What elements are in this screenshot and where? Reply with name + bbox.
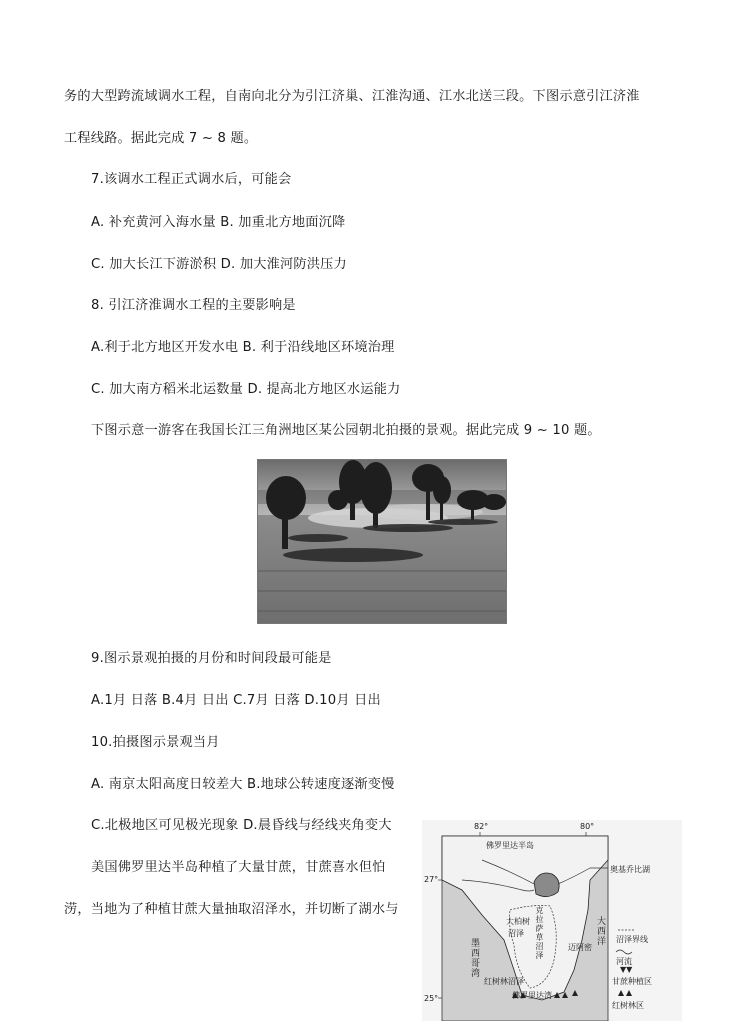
paragraph-line: 务的大型跨流域调水工程，自南向北分为引江济巢、江淮沟通、江水北送三段。下图示意引江济淮 — [64, 89, 640, 104]
park-photo-graphic — [258, 460, 506, 623]
question-10-option: A. 南京太阳高度日较差大 B.地球公转速度逐渐变慢 — [91, 777, 395, 792]
map-label-mangrove-swamp: 红树林沼泽 — [484, 977, 524, 986]
map-label-big-cypress: 大柏树 — [506, 917, 530, 926]
paragraph-line: 美国佛罗里达半岛种植了大量甘蔗，甘蔗喜水但怕 — [91, 860, 386, 875]
question-7-option: C. 加大长江下游淤积 D. 加大淮河防洪压力 — [91, 257, 347, 272]
map-longitude-80: 80° — [580, 822, 595, 831]
map-label-lake: 奥基乔比湖 — [610, 865, 650, 874]
legend-mangrove: 红树林区 — [612, 1001, 644, 1010]
legend-swamp-boundary: 沼泽界线 — [616, 935, 648, 944]
svg-text:▼▼: ▼▼ — [620, 965, 633, 974]
map-label-peninsula: 佛罗里达半岛 — [486, 841, 534, 850]
map-label-gulf-of-mexico: 墨西哥湾 — [469, 938, 479, 978]
question-9-stem: 9.图示景观拍摄的月份和时间段最可能是 — [91, 651, 332, 666]
legend-sugarcane: 甘蔗种植区 — [612, 977, 652, 986]
legend-river: 河流 — [616, 957, 632, 966]
map-label-everglades: 克拉萨草沼泽 — [535, 906, 544, 960]
question-8-stem: 8. 引江济淮调水工程的主要影响是 — [91, 298, 296, 313]
map-label-big-cypress-swamp: 沼泽 — [508, 929, 524, 938]
map-latitude-25: 25° — [424, 994, 439, 1003]
florida-map-graphic — [422, 820, 682, 1021]
question-9-option: A.1月 日落 B.4月 日出 C.7月 日落 D.10月 日出 — [91, 693, 381, 708]
question-7-option: A. 补充黄河入海水量 B. 加重北方地面沉降 — [91, 215, 346, 230]
question-10-stem: 10.拍摄图示景观当月 — [91, 735, 220, 750]
park-landscape-photo — [257, 459, 507, 624]
map-label-miami: 迈阿密 — [568, 943, 592, 952]
map-longitude-82: 82° — [474, 822, 489, 831]
question-10-option: C.北极地区可见极光现象 D.晨昏线与经线夹角变大 — [91, 818, 392, 833]
florida-map — [422, 820, 682, 1021]
paragraph-line: 下图示意一游客在我国长江三角洲地区某公园朝北拍摄的景观。据此完成 9 ~ 10 题。 — [91, 423, 601, 438]
map-label-atlantic: 大西洋 — [595, 916, 605, 946]
paragraph-line: 涝，当地为了种植甘蔗大量抽取沼泽水，并切断了湖水与 — [64, 902, 399, 917]
question-7-stem: 7.该调水工程正式调水后，可能会 — [91, 172, 292, 187]
paragraph-line: 工程线路。据此完成 7 ~ 8 题。 — [64, 131, 258, 146]
question-8-option: C. 加大南方稻米北运数量 D. 提高北方地区水运能力 — [91, 382, 401, 397]
question-8-option: A.利于北方地区开发水电 B. 利于沿线地区环境治理 — [91, 340, 395, 355]
map-latitude-27: 27° — [424, 875, 439, 884]
map-label-florida-bay: 佛罗里达湾 — [512, 991, 552, 1000]
